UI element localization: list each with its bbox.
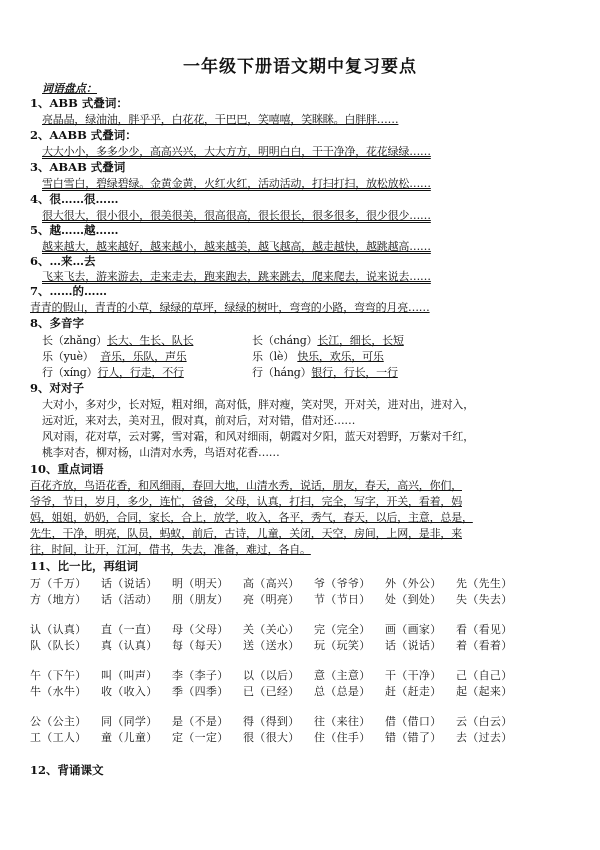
compare-item: 完（完全）	[314, 623, 371, 636]
couplet-line: 桃李对杏，柳对杨，山清对水秀，鸟语对花香……	[42, 446, 280, 459]
section-2-heading: 2、AABB 式叠词：	[30, 128, 137, 142]
polyphone-char: 长（zhǎng）	[42, 334, 107, 347]
polyphone-words: 行人，行走，不行	[97, 366, 184, 379]
couplet-line: 风对雨，花对草，云对雾，雪对霜，和风对细雨，朝霞对夕阳，蓝天对碧野，万紫对千红，	[42, 430, 474, 443]
compare-item: 直（一直）	[101, 623, 158, 636]
compare-item: 公（公主）	[30, 715, 87, 728]
compare-item: 外（外公）	[385, 577, 442, 590]
compare-item: 爷（爷爷）	[314, 577, 371, 590]
section-7-heading: 7、……的……	[30, 284, 108, 298]
compare-item: 牛（水牛）	[30, 685, 87, 698]
compare-item: 着（看着）	[456, 639, 513, 652]
polyphone-words: 快乐，欢乐，可乐	[297, 350, 384, 363]
polyphone-char: 乐（lè）	[252, 350, 295, 363]
compare-item: 已（已经）	[243, 685, 300, 698]
compare-item: 送（送水）	[243, 639, 300, 652]
compare-row	[30, 575, 527, 591]
section-1-text: 亮晶晶，绿油油，胖乎乎，白花花，干巴巴，笑嘻嘻，笑眯眯。白胖胖……	[42, 113, 399, 126]
compare-item: 朋（朋友）	[172, 593, 229, 606]
compare-item: 错（错了）	[385, 731, 442, 744]
compare-item: 看（看见）	[456, 623, 513, 636]
compare-item: 关（关心）	[243, 623, 300, 636]
compare-item: 以（以后）	[243, 669, 300, 682]
section-11-heading: 11、比一比，再组词	[30, 559, 139, 573]
compare-row	[30, 713, 527, 729]
polyphone-row	[252, 332, 404, 348]
key-words-line: 先生，干净，明亮，队员，蚂蚁，前后，古诗，儿童，关闭，天空，房间，上网，是非，来	[30, 527, 462, 540]
section-6-text: 飞来飞去，游来游去，走来走去，跑来跑去，跳来跳去，爬来爬去，说来说去……	[42, 270, 431, 283]
section-1-heading: 1、ABB 式叠词：	[30, 96, 128, 110]
compare-item: 云（白云）	[456, 715, 513, 728]
compare-item: 先（先生）	[456, 577, 513, 590]
compare-item: 童（儿童）	[101, 731, 158, 744]
compare-item: 收（收入）	[101, 685, 158, 698]
compare-item: 借（借口）	[385, 715, 442, 728]
compare-item: 每（每天）	[172, 639, 229, 652]
key-words-line: 爷爷，节日，岁月，多少，连忙，爸爸，父母，认真，打扫，完全，写字，开关，看着，妈	[30, 495, 462, 508]
section-8-heading: 8、多音字	[30, 316, 85, 330]
compare-item: 玩（玩笑）	[314, 639, 371, 652]
section-3-heading: 3、ABAB 式叠词	[30, 160, 126, 174]
polyphone-row	[42, 332, 193, 348]
compare-item: 往（来往）	[314, 715, 371, 728]
compare-item: 季（四季）	[172, 685, 229, 698]
section-12-heading: 12、背诵课文	[30, 763, 104, 777]
polyphone-char: 乐（yuè）	[42, 350, 94, 363]
compare-item: 亮（明亮）	[243, 593, 300, 606]
compare-item: 工（工人）	[30, 731, 87, 744]
key-words-line: 妈，姐姐，奶奶，合同，家长，合上，放学，收入，各平，秀气，春天，以后，主意，总是，	[30, 511, 473, 524]
page-title: 一年级下册语文期中复习要点	[183, 57, 417, 77]
compare-row	[30, 729, 527, 745]
polyphone-words: 长大、生长、队长	[106, 334, 194, 347]
polyphone-row	[252, 364, 398, 380]
compare-item: 李（李子）	[172, 669, 229, 682]
section-2-text: 大大小小，多多少少，高高兴兴，大大方方，明明白白，干干净净，花花绿绿……	[42, 145, 431, 158]
compare-item: 去（过去）	[456, 731, 513, 744]
polyphone-char: 行（xíng）	[42, 366, 98, 379]
compare-item: 住（住手）	[314, 731, 371, 744]
polyphone-row	[252, 348, 384, 364]
polyphone-words: 长江，细长，长短	[317, 334, 404, 347]
compare-item: 话（说话）	[101, 577, 158, 590]
polyphone-char: 行（háng）	[252, 366, 312, 379]
section-10-heading: 10、重点词语	[30, 462, 104, 476]
polyphone-row	[42, 364, 184, 380]
compare-item: 认（认真）	[30, 623, 87, 636]
key-words-line: 百花齐放，鸟语花香，和风细雨，春回大地，山清水秀，说话，朋友，春天，高兴，你们，	[30, 479, 462, 492]
compare-item: 明（明天）	[172, 577, 229, 590]
key-words-line: 往，时间，让开，江河，借书，失去，准备，难过，各自。	[30, 543, 311, 556]
compare-item: 话（说话）	[385, 639, 442, 652]
compare-item: 画（画家）	[385, 623, 442, 636]
compare-row	[30, 621, 527, 637]
section-5-text: 越来越大，越来越好，越来越小，越来越美，越飞越高，越走越快，越跳越高……	[42, 240, 431, 253]
compare-row	[30, 637, 527, 653]
compare-item: 话（活动）	[101, 593, 158, 606]
compare-item: 母（父母）	[172, 623, 229, 636]
compare-item: 起（起来）	[456, 685, 513, 698]
compare-item: 很（很大）	[243, 731, 300, 744]
compare-item: 己（自己）	[456, 669, 513, 682]
compare-item: 失（失去）	[456, 593, 513, 606]
section-5-heading: 5、越……越……	[30, 223, 119, 237]
compare-item: 得（得到）	[243, 715, 300, 728]
compare-item: 总（总是）	[314, 685, 371, 698]
section-7-text: 青青的假山，青青的小草，绿绿的草坪，绿绿的树叶，弯弯的小路，弯弯的月亮……	[30, 301, 430, 314]
compare-row	[30, 683, 527, 699]
compare-item: 真（认真）	[101, 639, 158, 652]
section-4-text: 很大很大，很小很小，很美很美，很高很高，很长很长，很多很多，很少很少……	[42, 209, 431, 222]
section-3-text: 雪白雪白，碧绿碧绿。金黄金黄，火红火红，活动活动，打扫打扫，放松放松……	[42, 177, 431, 190]
couplet-line: 远对近，来对去，美对丑，假对真，前对后，对对错，借对还……	[42, 414, 356, 427]
polyphone-char: 长（cháng）	[252, 334, 318, 347]
couplet-line: 大对小，多对少，长对短，粗对细，高对低，胖对瘦，笑对哭，开对关，进对出，进对入，	[42, 398, 474, 411]
polyphone-words: 银行，行长，一行	[311, 366, 398, 379]
vocab-heading: 词语盘点：	[42, 82, 97, 95]
compare-item: 同（同学）	[101, 715, 158, 728]
section-4-heading: 4、很……很……	[30, 192, 119, 206]
compare-item: 方（地方）	[30, 593, 87, 606]
compare-item: 定（一定）	[172, 731, 229, 744]
compare-item: 午（下午）	[30, 669, 87, 682]
section-6-heading: 6、…来…去	[30, 254, 96, 268]
compare-item: 万（千万）	[30, 577, 87, 590]
compare-item: 是（不是）	[172, 715, 229, 728]
compare-item: 处（到处）	[385, 593, 442, 606]
section-9-heading: 9、对对子	[30, 381, 85, 395]
compare-item: 队（队长）	[30, 639, 87, 652]
compare-row	[30, 667, 527, 683]
polyphone-words: 音乐，乐队，声乐	[100, 350, 187, 363]
compare-item: 叫（叫声）	[101, 669, 158, 682]
compare-item: 高（高兴）	[243, 577, 300, 590]
compare-row	[30, 591, 527, 607]
compare-item: 节（节日）	[314, 593, 371, 606]
compare-item: 意（主意）	[314, 669, 371, 682]
polyphone-row	[42, 348, 187, 364]
compare-item: 赶（赶走）	[385, 685, 442, 698]
compare-item: 干（干净）	[385, 669, 442, 682]
